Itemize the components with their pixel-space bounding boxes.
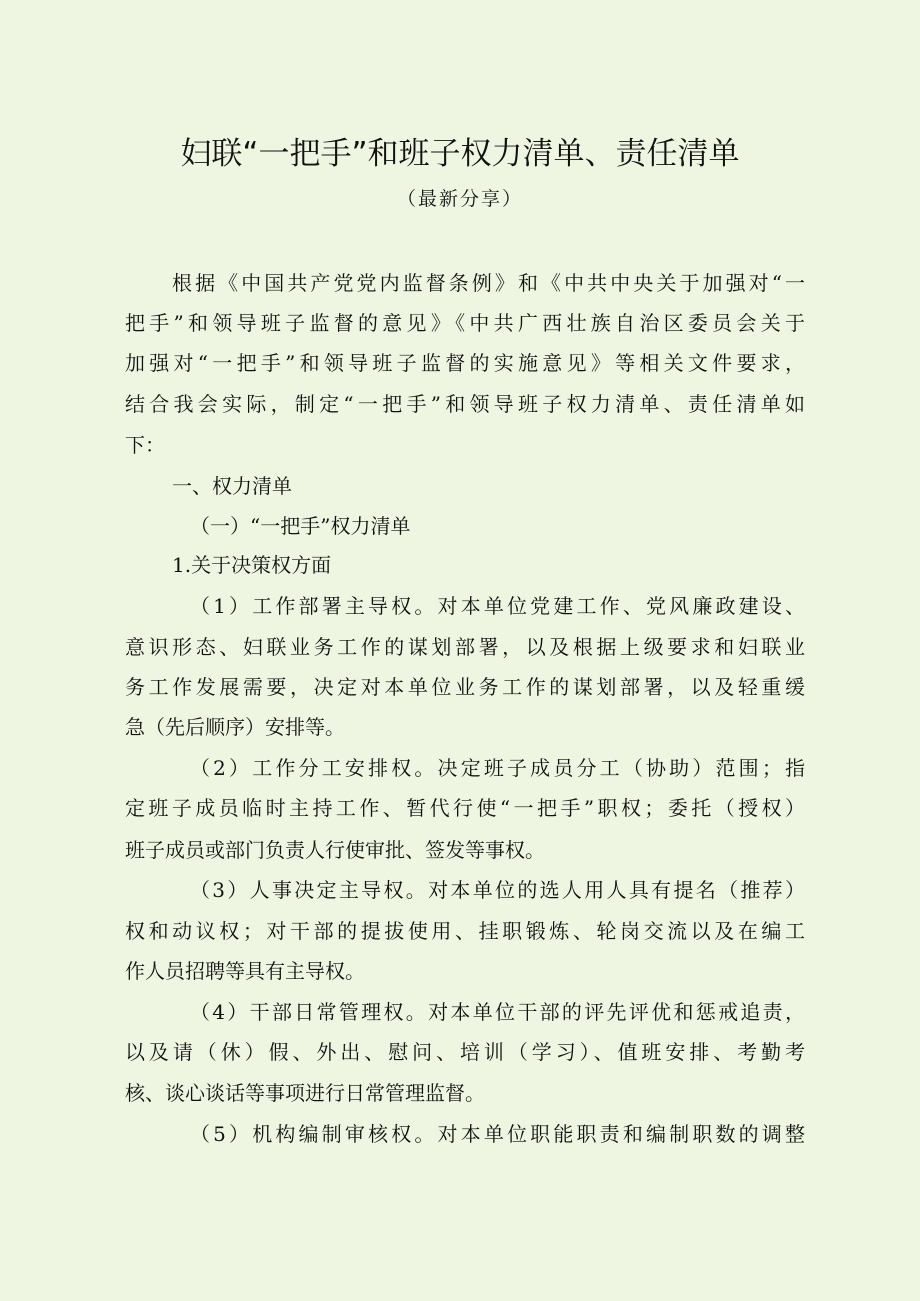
paragraph-line: 结合我会实际，制定“一把手”和领导班子权力清单、责任清单如 bbox=[125, 392, 805, 416]
section-heading: 一、权力清单 bbox=[172, 474, 292, 498]
paragraph-line: 班子成员或部门负责人行使审批、签发等事权。 bbox=[125, 838, 545, 862]
paragraph-line: （1）工作部署主导权。对本单位党建工作、党风廉政建设、 bbox=[190, 594, 805, 618]
paragraph-line: （5）机构编制审核权。对本单位职能职责和编制职数的调整 bbox=[190, 1122, 805, 1146]
paragraph-line: 以及请（休）假、外出、慰问、培训（学习）、值班安排、考勤考 bbox=[125, 1040, 805, 1064]
paragraph-line: 加强对“一把手”和领导班子监督的实施意见》等相关文件要求， bbox=[125, 351, 805, 375]
paragraph-line: 核、谈心谈话等事项进行日常管理监督。 bbox=[125, 1081, 485, 1105]
paragraph-line: 把手”和领导班子监督的意见》《中共广西壮族自治区委员会关于 bbox=[125, 311, 805, 335]
paragraph-line: （3）人事决定主导权。对本单位的选人用人具有提名（推荐） bbox=[190, 878, 805, 902]
paragraph-line: 定班子成员临时主持工作、暂代行使“一把手”职权；委托（授权） bbox=[125, 796, 805, 820]
paragraph-line: （4）干部日常管理权。对本单位干部的评先评优和惩戒追责， bbox=[190, 1000, 805, 1024]
paragraph-line: 急（先后顺序）安排等。 bbox=[125, 715, 345, 739]
paragraph-line: 作人员招聘等具有主导权。 bbox=[125, 959, 365, 983]
paragraph-line: 下： bbox=[125, 433, 165, 457]
paragraph-line: （2）工作分工安排权。决定班子成员分工（协助）范围；指 bbox=[190, 756, 805, 780]
subsection-heading: （一）“一把手”权力清单 bbox=[190, 514, 411, 538]
paragraph-line: 权和动议权；对干部的提拔使用、挂职锻炼、轮岗交流以及在编工 bbox=[125, 919, 805, 943]
document-subtitle: （最新分享） bbox=[396, 188, 523, 210]
paragraph-line: 根据《中国共产党党内监督条例》和《中共中央关于加强对“一 bbox=[172, 271, 805, 295]
paragraph-line: 务工作发展需要，决定对本单位业务工作的谋划部署，以及轻重缓 bbox=[125, 675, 805, 699]
item-heading: 1.关于决策权方面 bbox=[172, 553, 332, 577]
document-title: 妇联“一把手”和班子权力清单、责任清单 bbox=[180, 136, 740, 172]
paragraph-line: 意识形态、妇联业务工作的谋划部署，以及根据上级要求和妇联业 bbox=[125, 635, 805, 659]
